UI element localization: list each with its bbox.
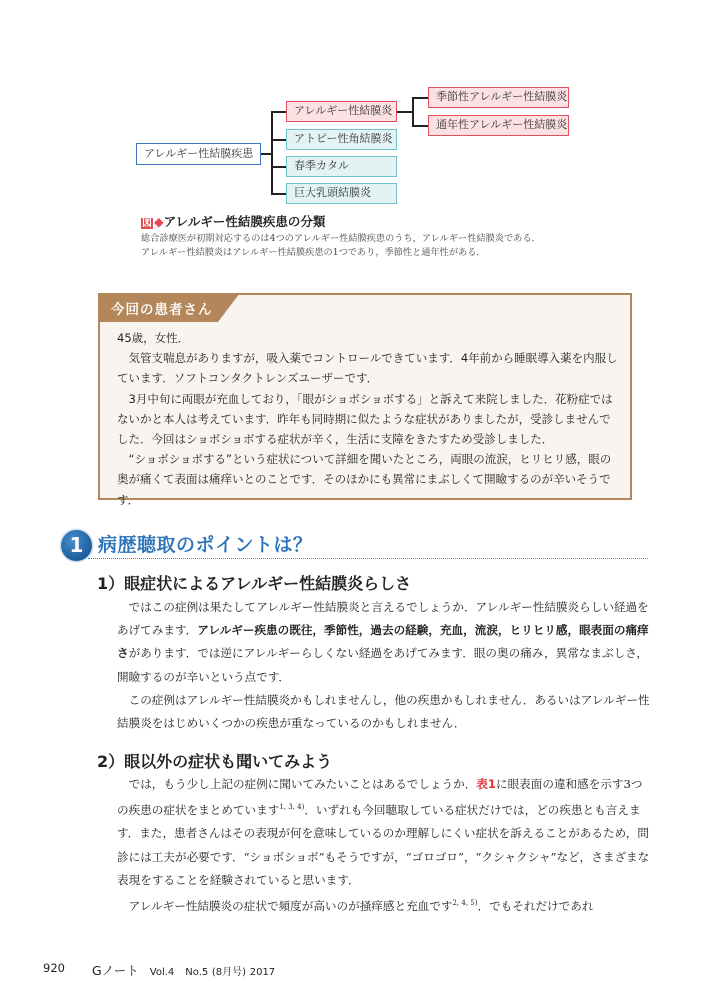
section-title: 病歴聴取のポイントは？	[98, 534, 313, 556]
subsection-heading-2: 2）眼以外の症状も聞いてみよう	[97, 752, 333, 771]
figure-caption-line: アレルギー性結膜炎はアレルギー性結膜疾患の1つであり，季節性と通年性がある．	[141, 247, 486, 258]
diagram-node-atopic-keratoconjunctivitis: アトピー性角結膜炎	[286, 129, 397, 150]
connector	[412, 97, 428, 99]
body-text: ．いずれも今回聴取している症状だけでは，どの疾患とも言えます．また，患者さんはその表現が何を意味しているのか理解しにくい症状を訴えることがあるため，問診には工夫が必要です．“ショボショボ”もそうですが，“ゴロゴロ”，“クシャクシャ”など，さまざまな表現をすることを経験されていると思います．	[117, 803, 650, 887]
body-paragraph	[117, 892, 652, 918]
connector	[271, 139, 286, 141]
patient-paragraph: “ショボショボする”という症状について詳細を聞いたところ，両眼の流涙，ヒリヒリ感，眼の奥が痛くて表面は痛痒いとのことです．そのほかにも異常にまぶしくて開瞼するのが辛いそうです．	[117, 452, 612, 507]
connector	[412, 97, 414, 125]
section-dotted-rule	[88, 558, 648, 559]
body-text: では，もう少し上記の症例に聞いてみたいことはあるでしょうか．	[128, 777, 477, 791]
page-number: 920	[43, 961, 65, 975]
diagram-node-seasonal: 季節性アレルギー性結膜炎	[428, 87, 569, 108]
connector	[271, 166, 286, 168]
connector	[271, 111, 273, 194]
body-text: があります．では逆にアレルギーらしくない経過をあげてみます．眼の奥の痛み，異常なまぶしさ，開瞼するのが辛いという点です．	[117, 646, 648, 684]
diagram-node-vernal-keratoconjunctivitis: 春季カタル	[286, 156, 397, 177]
journal-volume: Vol.4	[149, 967, 175, 978]
patient-box-title: 今回の患者さん	[111, 302, 213, 318]
citation: 1, 3, 4)	[279, 803, 305, 812]
patient-paragraph: 45歳，女性．	[117, 331, 190, 345]
patient-box-tab	[98, 293, 238, 321]
patient-paragraph: 3月中旬に両眼が充血しており，「眼がショボショボする」と訴えて来院しました．花粉症ではないかと本人は考えています．昨年も同時期に似たような症状がありましたが，受診しませんでした．今回はショボショボする症状が辛く，生活に支障をきたすため受診しました．	[117, 391, 613, 447]
journal-number: No.5	[185, 967, 209, 978]
connector	[412, 125, 428, 127]
journal-year: 2017	[249, 967, 276, 978]
body-paragraph	[117, 773, 652, 892]
diamond-icon: ◆	[154, 214, 164, 229]
diagram-node-allergic-conjunctivitis: アレルギー性結膜炎	[286, 101, 397, 122]
figure-caption	[141, 232, 601, 260]
figure-title-text: アレルギー性結膜疾患の分類	[163, 214, 326, 229]
connector	[271, 193, 286, 195]
body-text: ．でもそれだけであれ	[477, 899, 594, 914]
subsection-body-2	[117, 773, 652, 918]
figure-caption-line: 総合診療医が初期対応するのは4つのアレルギー性結膜疾患のうち，アレルギー性結膜炎である．	[141, 233, 541, 244]
connector	[271, 111, 286, 113]
journal-name: Gノート	[92, 963, 139, 978]
diagram-node-perennial: 通年性アレルギー性結膜炎	[428, 115, 569, 136]
journal-month: (8月号)	[211, 967, 247, 978]
section-number-badge: 1	[61, 530, 92, 561]
table-reference-link[interactable]: 表1	[476, 777, 496, 791]
body-text: ではこの症例は果たしてアレルギー性結膜炎と言えるでしょうか．アレルギー性結膜炎らしい経過をあげてみます．	[117, 600, 649, 638]
body-paragraph: この症例はアレルギー性結膜炎かもしれませんし，他の疾患かもしれません．あるいはアレルギー性結膜炎をはじめいくつかの疾患が重なっているのかもしれません．	[117, 692, 650, 731]
citation: 2, 4, 5)	[452, 899, 478, 908]
patient-paragraph: 気管支喘息がありますが，吸入薬でコントロールできています．4年前から睡眠導入薬を内服しています．ソフトコンタクトレンズユーザーです．	[117, 351, 618, 386]
body-text: アレルギー性結膜炎の症状で頻度が高いのが掻痒感と充血です	[128, 899, 453, 914]
figure-label: 図	[142, 218, 152, 229]
emphasized-text: アレルギー疾患の既往，季節性，過去の経験，充血，流涙，ヒリヒリ感，眼表面の痛痒さ	[117, 623, 649, 661]
body-text: に眼表面の違和感を示す3つの疾患の症状をまとめています	[117, 777, 643, 818]
subsection-body-1	[117, 596, 652, 735]
body-paragraph	[117, 596, 652, 689]
diagram-root-node: アレルギー性結膜疾患	[136, 143, 261, 165]
diagram-node-giant-papillary-conjunctivitis: 巨大乳頭結膜炎	[286, 183, 397, 204]
patient-box-text	[117, 328, 622, 510]
figure-title	[141, 212, 325, 230]
journal-info	[92, 961, 275, 979]
connector	[397, 111, 412, 113]
subsection-heading-1: 1）眼症状によるアレルギー性結膜炎らしさ	[97, 574, 412, 593]
